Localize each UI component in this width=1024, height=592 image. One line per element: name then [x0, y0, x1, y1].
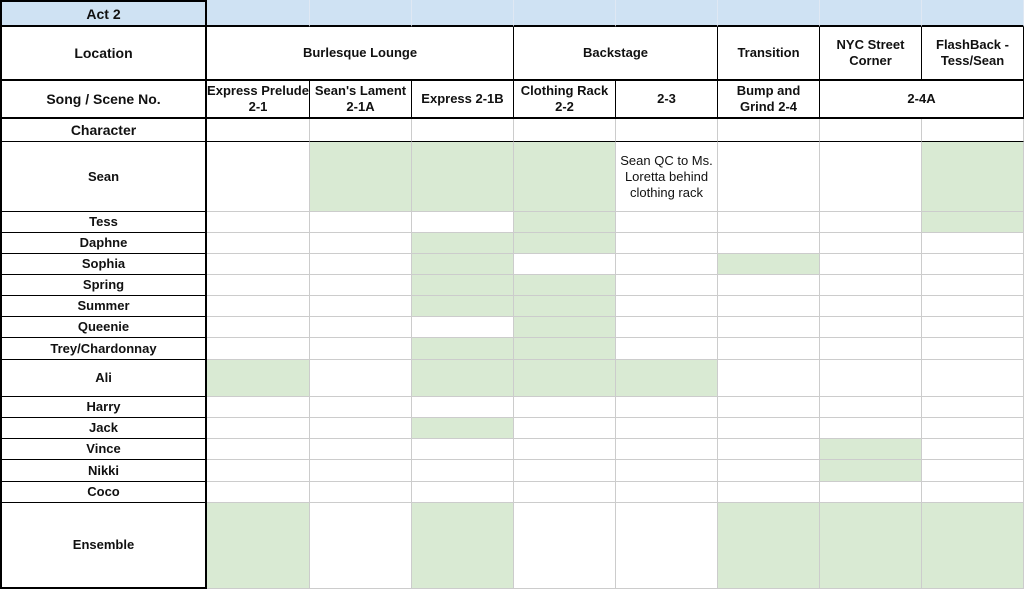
grid-cell[interactable]: [922, 418, 1024, 439]
grid-cell[interactable]: [616, 439, 718, 460]
grid-cell[interactable]: [310, 296, 412, 317]
grid-cell[interactable]: [718, 296, 820, 317]
grid-cell[interactable]: [820, 482, 922, 503]
header-band-cell[interactable]: [412, 0, 514, 27]
grid-cell[interactable]: [922, 233, 1024, 254]
grid-cell[interactable]: [412, 439, 514, 460]
character-name[interactable]: Queenie: [0, 317, 207, 338]
header-band-cell[interactable]: [207, 0, 310, 27]
appearance-cell[interactable]: [412, 254, 514, 275]
header-band-cell[interactable]: [514, 0, 616, 27]
location-cell[interactable]: Transition: [718, 27, 820, 81]
grid-cell[interactable]: [820, 360, 922, 397]
grid-cell[interactable]: [514, 439, 616, 460]
grid-cell[interactable]: [922, 119, 1024, 142]
grid-cell[interactable]: [922, 296, 1024, 317]
grid-cell[interactable]: [514, 460, 616, 482]
grid-cell[interactable]: [207, 275, 310, 296]
character-name[interactable]: Sophia: [0, 254, 207, 275]
grid-cell[interactable]: [514, 397, 616, 418]
grid-cell[interactable]: [207, 460, 310, 482]
appearance-cell[interactable]: [820, 460, 922, 482]
appearance-cell[interactable]: [514, 233, 616, 254]
grid-cell[interactable]: [207, 254, 310, 275]
appearance-cell[interactable]: [922, 503, 1024, 589]
appearance-cell[interactable]: [616, 360, 718, 397]
grid-cell[interactable]: [616, 460, 718, 482]
character-name[interactable]: Daphne: [0, 233, 207, 254]
grid-cell[interactable]: [616, 317, 718, 338]
grid-cell[interactable]: [718, 460, 820, 482]
grid-cell[interactable]: [616, 233, 718, 254]
grid-cell[interactable]: [820, 212, 922, 233]
character-name[interactable]: Trey/Chardonnay: [0, 338, 207, 360]
grid-cell[interactable]: [310, 233, 412, 254]
grid-cell[interactable]: [207, 418, 310, 439]
grid-cell[interactable]: [922, 338, 1024, 360]
grid-cell[interactable]: [718, 275, 820, 296]
appearance-cell[interactable]: [514, 142, 616, 212]
appearance-cell[interactable]: [820, 439, 922, 460]
header-band-cell[interactable]: [310, 0, 412, 27]
appearance-cell[interactable]: [922, 142, 1024, 212]
grid-cell[interactable]: [207, 212, 310, 233]
grid-cell[interactable]: [922, 482, 1024, 503]
grid-cell[interactable]: [514, 482, 616, 503]
grid-cell[interactable]: [514, 503, 616, 589]
character-name[interactable]: Sean: [0, 142, 207, 212]
character-name[interactable]: Vince: [0, 439, 207, 460]
grid-cell[interactable]: [922, 360, 1024, 397]
appearance-cell[interactable]: [207, 360, 310, 397]
grid-cell[interactable]: [718, 360, 820, 397]
character-name[interactable]: Harry: [0, 397, 207, 418]
character-name[interactable]: Nikki: [0, 460, 207, 482]
appearance-cell[interactable]: [514, 212, 616, 233]
grid-cell[interactable]: [922, 275, 1024, 296]
character-name[interactable]: Tess: [0, 212, 207, 233]
grid-cell[interactable]: [718, 119, 820, 142]
scene-cell[interactable]: Clothing Rack 2-2: [514, 81, 616, 119]
appearance-cell[interactable]: [922, 212, 1024, 233]
grid-cell[interactable]: [207, 439, 310, 460]
grid-cell[interactable]: [310, 119, 412, 142]
grid-cell[interactable]: [718, 233, 820, 254]
scene-cell[interactable]: Express Prelude 2-1: [207, 81, 310, 119]
appearance-cell[interactable]: [412, 275, 514, 296]
appearance-cell[interactable]: [820, 503, 922, 589]
grid-cell[interactable]: [820, 317, 922, 338]
grid-cell[interactable]: [820, 233, 922, 254]
grid-cell[interactable]: [310, 439, 412, 460]
scene-cell[interactable]: 2-4A: [820, 81, 1024, 119]
grid-cell[interactable]: [310, 397, 412, 418]
note-cell[interactable]: Sean QC to Ms. Loretta behind clothing rack: [616, 142, 718, 212]
appearance-cell[interactable]: [412, 296, 514, 317]
scene-cell[interactable]: Bump and Grind 2-4: [718, 81, 820, 119]
grid-cell[interactable]: [718, 482, 820, 503]
appearance-cell[interactable]: [514, 338, 616, 360]
grid-cell[interactable]: [310, 418, 412, 439]
location-cell[interactable]: Burlesque Lounge: [207, 27, 514, 81]
grid-cell[interactable]: [820, 119, 922, 142]
appearance-cell[interactable]: [718, 503, 820, 589]
appearance-cell[interactable]: [514, 296, 616, 317]
grid-cell[interactable]: [820, 338, 922, 360]
character-name[interactable]: Coco: [0, 482, 207, 503]
grid-cell[interactable]: [616, 338, 718, 360]
grid-cell[interactable]: [412, 482, 514, 503]
grid-cell[interactable]: [412, 397, 514, 418]
scene-cell[interactable]: 2-3: [616, 81, 718, 119]
grid-cell[interactable]: [922, 317, 1024, 338]
grid-cell[interactable]: [616, 397, 718, 418]
appearance-cell[interactable]: [718, 254, 820, 275]
grid-cell[interactable]: [820, 418, 922, 439]
grid-cell[interactable]: [616, 212, 718, 233]
song-scene-header[interactable]: Song / Scene No.: [0, 81, 207, 119]
header-band-cell[interactable]: [922, 0, 1024, 27]
grid-cell[interactable]: [718, 397, 820, 418]
grid-cell[interactable]: [820, 254, 922, 275]
grid-cell[interactable]: [310, 338, 412, 360]
grid-cell[interactable]: [207, 317, 310, 338]
grid-cell[interactable]: [616, 503, 718, 589]
grid-cell[interactable]: [718, 439, 820, 460]
grid-cell[interactable]: [207, 142, 310, 212]
grid-cell[interactable]: [514, 254, 616, 275]
appearance-cell[interactable]: [412, 418, 514, 439]
appearance-cell[interactable]: [514, 360, 616, 397]
header-band-cell[interactable]: [718, 0, 820, 27]
scene-cell[interactable]: Express 2-1B: [412, 81, 514, 119]
appearance-cell[interactable]: [207, 503, 310, 589]
grid-cell[interactable]: [616, 418, 718, 439]
scene-cell[interactable]: Sean's Lament 2-1A: [310, 81, 412, 119]
grid-cell[interactable]: [514, 418, 616, 439]
grid-cell[interactable]: [616, 482, 718, 503]
header-band-cell[interactable]: [820, 0, 922, 27]
grid-cell[interactable]: [412, 119, 514, 142]
grid-cell[interactable]: [207, 233, 310, 254]
location-header[interactable]: Location: [0, 27, 207, 81]
appearance-cell[interactable]: [412, 338, 514, 360]
grid-cell[interactable]: [310, 275, 412, 296]
grid-cell[interactable]: [310, 460, 412, 482]
grid-cell[interactable]: [922, 254, 1024, 275]
grid-cell[interactable]: [207, 338, 310, 360]
grid-cell[interactable]: [310, 212, 412, 233]
grid-cell[interactable]: [820, 275, 922, 296]
grid-cell[interactable]: [616, 119, 718, 142]
location-cell[interactable]: FlashBack - Tess/Sean: [922, 27, 1024, 81]
grid-cell[interactable]: [412, 460, 514, 482]
character-name[interactable]: Ali: [0, 360, 207, 397]
grid-cell[interactable]: [922, 397, 1024, 418]
grid-cell[interactable]: [207, 397, 310, 418]
appearance-cell[interactable]: [412, 142, 514, 212]
character-name[interactable]: Ensemble: [0, 503, 207, 589]
grid-cell[interactable]: [310, 482, 412, 503]
grid-cell[interactable]: [922, 439, 1024, 460]
grid-cell[interactable]: [310, 360, 412, 397]
grid-cell[interactable]: [718, 317, 820, 338]
grid-cell[interactable]: [412, 317, 514, 338]
grid-cell[interactable]: [207, 296, 310, 317]
grid-cell[interactable]: [922, 460, 1024, 482]
appearance-cell[interactable]: [412, 360, 514, 397]
grid-cell[interactable]: [310, 317, 412, 338]
grid-cell[interactable]: [616, 296, 718, 317]
grid-cell[interactable]: [310, 254, 412, 275]
grid-cell[interactable]: [718, 338, 820, 360]
grid-cell[interactable]: [412, 212, 514, 233]
grid-cell[interactable]: [207, 482, 310, 503]
appearance-cell[interactable]: [310, 142, 412, 212]
grid-cell[interactable]: [820, 397, 922, 418]
grid-cell[interactable]: [616, 254, 718, 275]
grid-cell[interactable]: [616, 275, 718, 296]
character-header[interactable]: Character: [0, 119, 207, 142]
grid-cell[interactable]: [207, 119, 310, 142]
location-cell[interactable]: Backstage: [514, 27, 718, 81]
grid-cell[interactable]: [718, 142, 820, 212]
act-label[interactable]: Act 2: [0, 0, 207, 27]
grid-cell[interactable]: [514, 119, 616, 142]
appearance-cell[interactable]: [514, 317, 616, 338]
appearance-cell[interactable]: [412, 233, 514, 254]
location-cell[interactable]: NYC Street Corner: [820, 27, 922, 81]
grid-cell[interactable]: [820, 142, 922, 212]
appearance-cell[interactable]: [412, 503, 514, 589]
character-name[interactable]: Spring: [0, 275, 207, 296]
grid-cell[interactable]: [718, 212, 820, 233]
grid-cell[interactable]: [310, 503, 412, 589]
character-name[interactable]: Summer: [0, 296, 207, 317]
grid-cell[interactable]: [820, 296, 922, 317]
appearance-cell[interactable]: [514, 275, 616, 296]
header-band-cell[interactable]: [616, 0, 718, 27]
character-name[interactable]: Jack: [0, 418, 207, 439]
grid-cell[interactable]: [718, 418, 820, 439]
